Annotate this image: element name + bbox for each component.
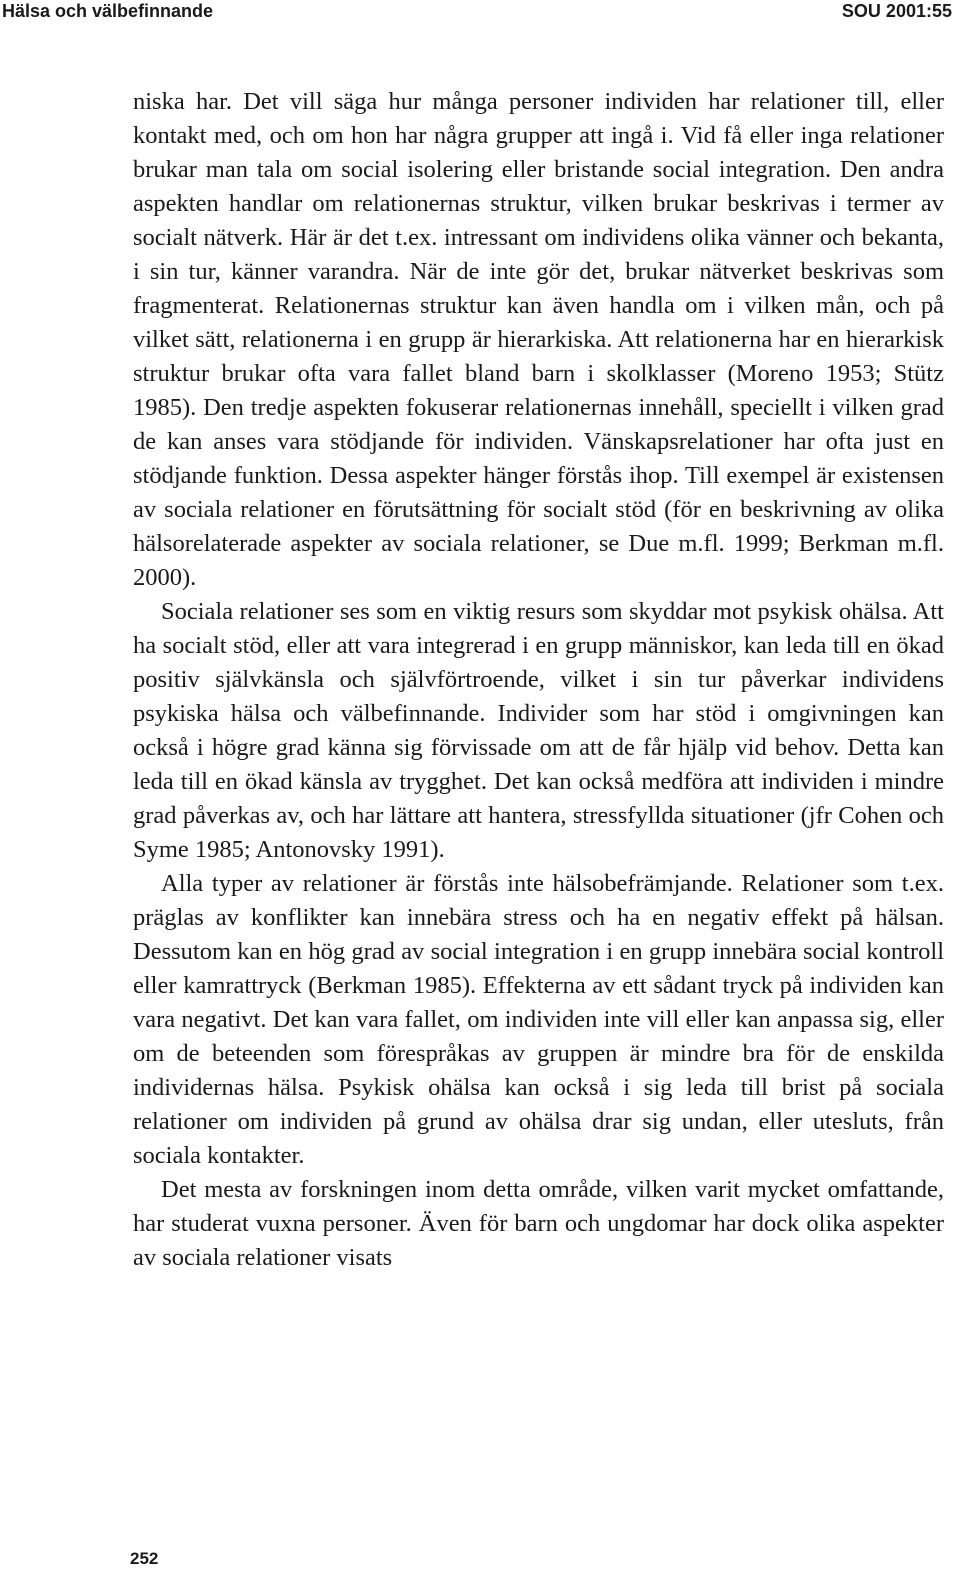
page-number: 252 — [130, 1549, 159, 1568]
header-report-id: SOU 2001:55 — [841, 1, 952, 21]
paragraph: Alla typer av relationer är förstås inte hälsobefrämjande. Relationer som t.ex. präglas av konflikter kan innebära stress och ha en negativ effekt på hälsan. Dessutom kan en hög grad av social integration i en grupp innebära social kontroll eller kamrattryck (Berkman 1985). Effekterna av ett sådant tryck på individen kan vara negativt. Det kan vara fallet, om individen inte vill eller kan anpassa sig, eller om de beteenden som förespråkas av gruppen är mindre bra för de enskilda individernas hälsa. Psykisk ohälsa kan också i sig leda till brist på sociala relationer om individen på grund av ohälsa drar sig undan, eller utesluts, från sociala kontakter. — [133, 870, 944, 1169]
running-header — [0, 0, 960, 30]
body-text — [133, 85, 944, 1275]
paragraph: Det mesta av forskningen inom detta område, vilken varit mycket omfattande, har studerat vuxna personer. Även för barn och ungdomar har dock olika aspekter av sociala relationer visats — [133, 1176, 944, 1271]
paragraph: niska har. Det vill säga hur många personer individen har relationer till, eller kontakt med, och om hon har några grupper att ingå i. Vid få eller inga relationer brukar man tala om social isolering eller bristande social integration. Den andra aspekten handlar om relationernas struktur, vilken brukar beskrivas i termer av socialt nätverk. Här är det t.ex. intressant om individens olika vänner och bekanta, i sin tur, känner varandra. När de inte gör det, brukar nätverket beskrivas som fragmenterat. Relationernas struktur kan även handla om i vilken mån, och på vilket sätt, relationerna i en grupp är hierarkiska. Att relationerna har en hierarkisk struktur brukar ofta vara fallet bland barn i skolklasser (Moreno 1953; Stütz 1985). Den tredje aspekten fokuserar relationernas innehåll, speciellt i vilken grad de kan anses vara stödjande för individen. Vänskapsrelationer har ofta just en stödjande funktion. Dessa aspekter hänger förstås ihop. Till exempel är existensen av sociala relationer en förutsättning för socialt stöd (för en beskrivning av olika hälsorelaterade aspekter av sociala relationer, se Due m.fl. 1999; Berkman m.fl. 2000). — [133, 88, 944, 591]
header-document-title: Hälsa och välbefinnande — [2, 1, 214, 21]
paragraph: Sociala relationer ses som en viktig resurs som skyddar mot psykisk ohälsa. Att ha socialt stöd, eller att vara integrerad i en grupp människor, kan leda till en ökad positiv självkänsla och självförtroende, vilket i sin tur påverkar individens psykiska hälsa och välbefinnande. Individer som har stöd i omgivningen kan också i högre grad känna sig förvissade om att de får hjälp vid behov. Detta kan leda till en ökad känsla av trygghet. Det kan också medföra att individen i mindre grad påverkas av, och har lättare att hantera, stressfyllda situationer (jfr Cohen och Syme 1985; Antonovsky 1991). — [133, 598, 944, 863]
